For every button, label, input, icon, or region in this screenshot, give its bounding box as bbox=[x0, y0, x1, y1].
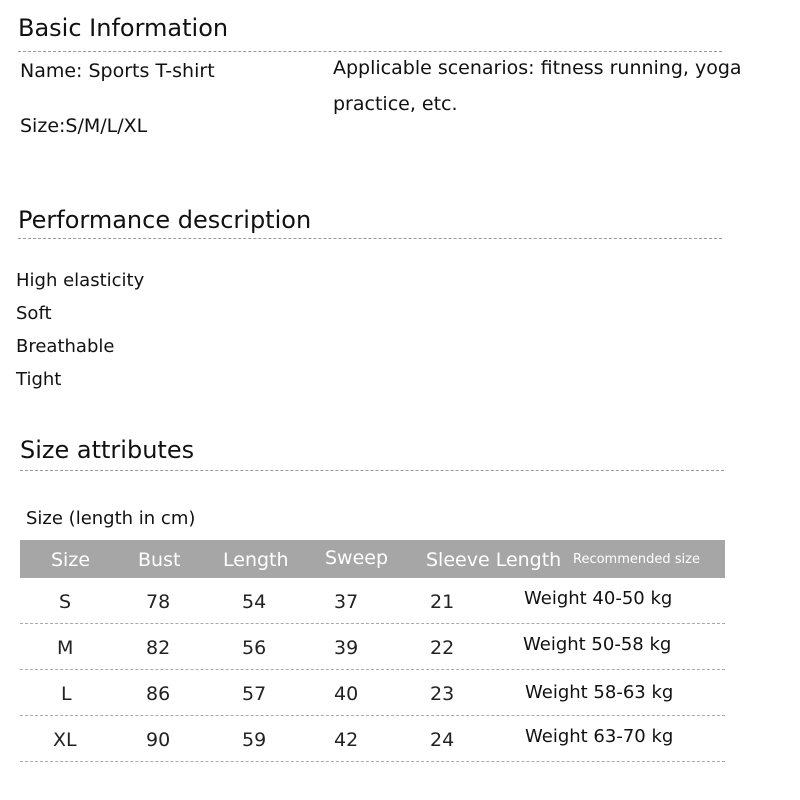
basic-info-heading: Basic Information bbox=[18, 14, 229, 42]
cell-bust: 86 bbox=[146, 683, 171, 705]
cell-sweep: 40 bbox=[334, 683, 359, 705]
cell-size: M bbox=[57, 637, 74, 659]
cell-recommended: Weight 58-63 kg bbox=[525, 682, 674, 703]
cell-size: S bbox=[59, 591, 72, 613]
cell-sleeve: 24 bbox=[430, 729, 455, 751]
cell-size: XL bbox=[53, 729, 77, 751]
size-attributes-heading: Size attributes bbox=[20, 436, 195, 464]
cell-bust: 78 bbox=[146, 591, 171, 613]
column-header: Length bbox=[223, 549, 289, 571]
size-table-caption: Size (length in cm) bbox=[26, 508, 196, 529]
size-table-header bbox=[20, 540, 725, 578]
scenarios-line-1: Applicable scenarios: fitness running, yoga bbox=[333, 57, 742, 79]
cell-length: 54 bbox=[242, 591, 267, 613]
cell-sleeve: 23 bbox=[430, 683, 455, 705]
cell-recommended: Weight 40-50 kg bbox=[524, 588, 673, 609]
performance-item: High elasticity bbox=[16, 270, 145, 291]
column-header: Size bbox=[51, 549, 91, 571]
scenarios-line-2: practice, etc. bbox=[333, 93, 458, 115]
table-row bbox=[20, 578, 725, 624]
cell-length: 57 bbox=[242, 683, 267, 705]
basic-info-divider bbox=[18, 51, 722, 52]
table-row bbox=[20, 670, 725, 716]
cell-size: L bbox=[61, 683, 72, 705]
cell-recommended: Weight 50-58 kg bbox=[523, 634, 672, 655]
column-header: Sleeve Length bbox=[426, 549, 562, 571]
cell-length: 56 bbox=[242, 637, 267, 659]
performance-item: Tight bbox=[16, 369, 62, 390]
cell-length: 59 bbox=[242, 729, 267, 751]
cell-sleeve: 22 bbox=[430, 637, 455, 659]
performance-divider bbox=[18, 238, 722, 239]
size-attributes-divider bbox=[20, 470, 724, 471]
product-sizes: Size:S/M/L/XL bbox=[20, 115, 148, 137]
cell-sleeve: 21 bbox=[430, 591, 455, 613]
size-table bbox=[20, 540, 725, 762]
column-header: Bust bbox=[138, 549, 181, 571]
performance-heading: Performance description bbox=[18, 206, 312, 234]
product-name: Name: Sports T-shirt bbox=[20, 60, 215, 82]
table-row bbox=[20, 624, 725, 670]
cell-sweep: 42 bbox=[334, 729, 359, 751]
table-row bbox=[20, 716, 725, 762]
column-header: Recommended size bbox=[573, 552, 700, 567]
performance-item: Soft bbox=[16, 303, 52, 324]
cell-sweep: 37 bbox=[334, 591, 359, 613]
performance-item: Breathable bbox=[16, 336, 115, 357]
cell-bust: 90 bbox=[146, 729, 171, 751]
cell-sweep: 39 bbox=[334, 637, 359, 659]
cell-recommended: Weight 63-70 kg bbox=[525, 726, 674, 747]
cell-bust: 82 bbox=[146, 637, 171, 659]
column-header: Sweep bbox=[325, 547, 389, 569]
